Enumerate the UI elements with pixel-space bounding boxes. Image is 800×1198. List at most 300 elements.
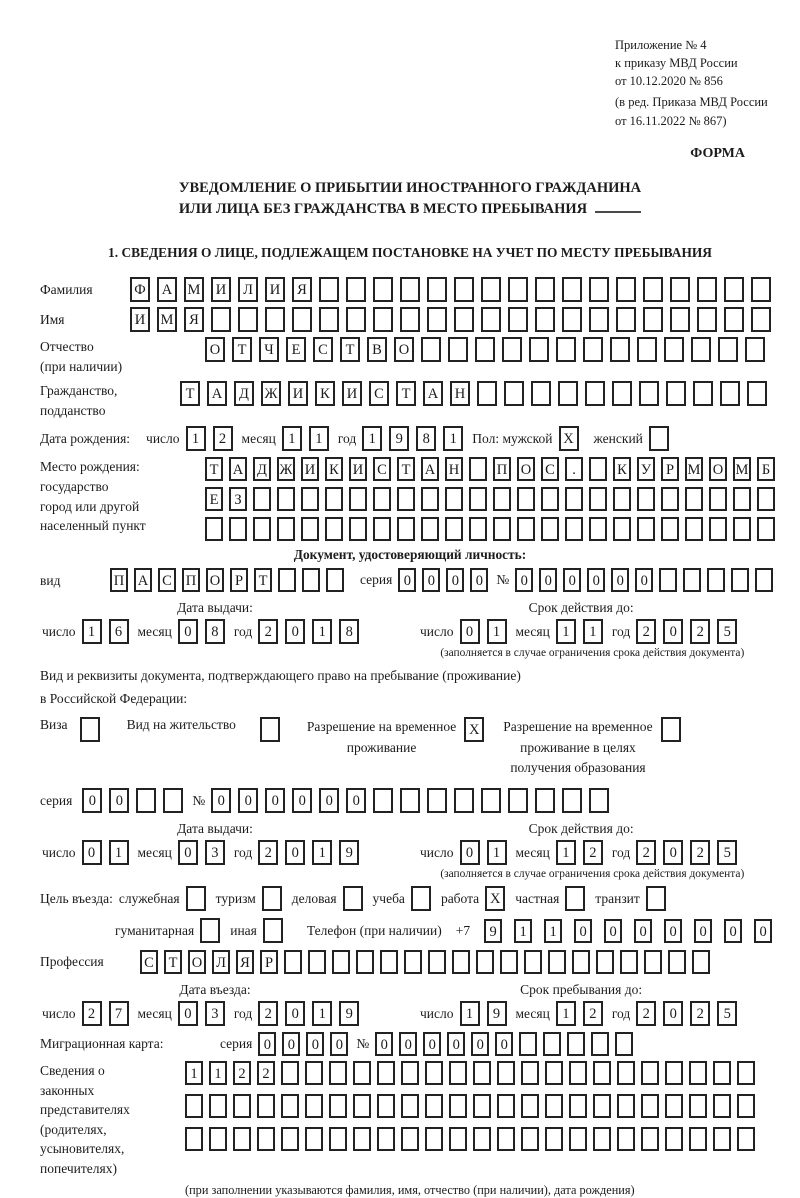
char-box-filled[interactable]: 0 — [604, 919, 622, 943]
char-box-empty[interactable] — [449, 1094, 467, 1118]
char-box-empty[interactable] — [709, 487, 727, 511]
char-box-filled[interactable]: . — [565, 457, 583, 481]
char-box-empty[interactable] — [305, 1094, 323, 1118]
char-box-filled[interactable]: 0 — [460, 840, 480, 865]
char-box-empty[interactable] — [445, 487, 463, 511]
char-box-filled[interactable]: 0 — [82, 788, 102, 813]
entry-month[interactable] — [178, 1001, 232, 1026]
residence-permit-checkbox[interactable] — [252, 717, 287, 742]
char-box-empty[interactable] — [265, 307, 285, 332]
char-box-empty[interactable] — [305, 1127, 323, 1151]
res-issue-day[interactable] — [82, 840, 136, 865]
char-box-empty[interactable] — [497, 1127, 515, 1151]
char-box-empty[interactable] — [343, 886, 363, 911]
char-box-empty[interactable] — [643, 277, 663, 302]
doc-valid-year[interactable] — [636, 619, 744, 644]
char-box-empty[interactable] — [589, 788, 609, 813]
char-box-filled[interactable]: 0 — [178, 619, 198, 644]
entry-day[interactable] — [82, 1001, 136, 1026]
char-box-filled[interactable]: Ч — [259, 337, 279, 362]
char-box-filled[interactable]: А — [134, 568, 152, 592]
representatives-input-row3[interactable] — [185, 1127, 761, 1151]
char-box-filled[interactable]: О — [517, 457, 535, 481]
char-box-filled[interactable]: Ж — [261, 381, 281, 406]
char-box-filled[interactable]: И — [301, 457, 319, 481]
char-box-filled[interactable]: К — [315, 381, 335, 406]
char-box-filled[interactable]: 2 — [213, 426, 233, 451]
doc-valid-day[interactable] — [460, 619, 514, 644]
char-box-empty[interactable] — [257, 1094, 275, 1118]
char-box-empty[interactable] — [445, 517, 463, 541]
char-box-empty[interactable] — [477, 381, 497, 406]
char-box-empty[interactable] — [229, 517, 247, 541]
char-box-empty[interactable] — [469, 457, 487, 481]
char-box-empty[interactable] — [565, 487, 583, 511]
res-number-input[interactable] — [211, 788, 616, 813]
char-box-filled[interactable]: 0 — [258, 1032, 276, 1056]
char-box-empty[interactable] — [454, 277, 474, 302]
char-box-filled[interactable]: 2 — [690, 619, 710, 644]
char-box-empty[interactable] — [411, 886, 431, 911]
char-box-empty[interactable] — [670, 277, 690, 302]
char-box-filled[interactable]: О — [188, 950, 206, 974]
phone-input[interactable] — [478, 919, 778, 943]
char-box-filled[interactable]: 0 — [470, 568, 488, 592]
char-box-empty[interactable] — [665, 1061, 683, 1085]
char-box-filled[interactable]: Л — [212, 950, 230, 974]
char-box-filled[interactable]: 1 — [209, 1061, 227, 1085]
char-box-filled[interactable]: 0 — [375, 1032, 393, 1056]
char-box-filled[interactable]: 1 — [109, 840, 129, 865]
char-box-empty[interactable] — [724, 307, 744, 332]
char-box-empty[interactable] — [301, 517, 319, 541]
char-box-empty[interactable] — [585, 381, 605, 406]
char-box-filled[interactable]: 0 — [663, 1001, 683, 1026]
char-box-empty[interactable] — [257, 1127, 275, 1151]
char-box-empty[interactable] — [373, 788, 393, 813]
doc-type-input[interactable] — [110, 568, 350, 592]
char-box-empty[interactable] — [281, 1127, 299, 1151]
char-box-filled[interactable]: 0 — [694, 919, 712, 943]
char-box-empty[interactable] — [685, 517, 703, 541]
char-box-filled[interactable]: 2 — [636, 619, 656, 644]
char-box-empty[interactable] — [565, 886, 585, 911]
char-box-empty[interactable] — [745, 337, 765, 362]
char-box-empty[interactable] — [692, 950, 710, 974]
char-box-empty[interactable] — [733, 487, 751, 511]
stay-day[interactable] — [460, 1001, 514, 1026]
char-box-filled[interactable]: 1 — [312, 840, 332, 865]
char-box-empty[interactable] — [421, 487, 439, 511]
doc-issue-year[interactable] — [258, 619, 366, 644]
char-box-filled[interactable]: 9 — [484, 919, 502, 943]
char-box-filled[interactable]: 2 — [690, 1001, 710, 1026]
char-box-filled[interactable]: И — [288, 381, 308, 406]
char-box-filled[interactable]: X — [559, 426, 579, 451]
char-box-empty[interactable] — [593, 1061, 611, 1085]
char-box-filled[interactable]: 2 — [583, 1001, 603, 1026]
doc-issue-day[interactable] — [82, 619, 136, 644]
char-box-filled[interactable]: 8 — [205, 619, 225, 644]
char-box-empty[interactable] — [643, 307, 663, 332]
char-box-filled[interactable]: 0 — [422, 568, 440, 592]
res-valid-year[interactable] — [636, 840, 744, 865]
char-box-empty[interactable] — [562, 307, 582, 332]
res-issue-month[interactable] — [178, 840, 232, 865]
purpose-study-checkbox[interactable] — [405, 886, 441, 911]
char-box-filled[interactable]: 1 — [583, 619, 603, 644]
char-box-empty[interactable] — [253, 487, 271, 511]
char-box-filled[interactable]: М — [184, 277, 204, 302]
char-box-filled[interactable]: О — [206, 568, 224, 592]
char-box-filled[interactable]: Д — [253, 457, 271, 481]
char-box-filled[interactable]: 9 — [339, 840, 359, 865]
char-box-empty[interactable] — [709, 517, 727, 541]
birthplace-input-row3[interactable] — [205, 517, 781, 541]
char-box-empty[interactable] — [713, 1094, 731, 1118]
char-box-empty[interactable] — [260, 717, 280, 742]
char-box-filled[interactable]: 9 — [389, 426, 409, 451]
char-box-empty[interactable] — [211, 307, 231, 332]
char-box-filled[interactable]: В — [367, 337, 387, 362]
char-box-empty[interactable] — [637, 337, 657, 362]
char-box-filled[interactable]: О — [394, 337, 414, 362]
char-box-empty[interactable] — [377, 1127, 395, 1151]
char-box-filled[interactable]: Т — [396, 381, 416, 406]
char-box-empty[interactable] — [325, 517, 343, 541]
char-box-filled[interactable]: И — [342, 381, 362, 406]
char-box-empty[interactable] — [262, 886, 282, 911]
char-box-empty[interactable] — [400, 277, 420, 302]
char-box-empty[interactable] — [661, 487, 679, 511]
char-box-empty[interactable] — [473, 1094, 491, 1118]
char-box-empty[interactable] — [565, 517, 583, 541]
birth-year-input[interactable] — [362, 426, 470, 451]
char-box-empty[interactable] — [469, 517, 487, 541]
char-box-empty[interactable] — [401, 1094, 419, 1118]
char-box-filled[interactable]: Я — [292, 277, 312, 302]
char-box-filled[interactable]: Т — [397, 457, 415, 481]
char-box-empty[interactable] — [641, 1061, 659, 1085]
char-box-filled[interactable]: 0 — [634, 919, 652, 943]
char-box-filled[interactable]: 0 — [574, 919, 592, 943]
char-box-filled[interactable]: Н — [445, 457, 463, 481]
char-box-filled[interactable]: 0 — [292, 788, 312, 813]
char-box-empty[interactable] — [558, 381, 578, 406]
char-box-filled[interactable]: Р — [661, 457, 679, 481]
char-box-empty[interactable] — [346, 307, 366, 332]
char-box-empty[interactable] — [666, 381, 686, 406]
char-box-empty[interactable] — [524, 950, 542, 974]
char-box-empty[interactable] — [541, 487, 559, 511]
char-box-empty[interactable] — [737, 1061, 755, 1085]
char-box-empty[interactable] — [620, 950, 638, 974]
char-box-empty[interactable] — [535, 307, 555, 332]
char-box-empty[interactable] — [329, 1094, 347, 1118]
char-box-empty[interactable] — [617, 1094, 635, 1118]
char-box-empty[interactable] — [689, 1094, 707, 1118]
char-box-filled[interactable]: Д — [234, 381, 254, 406]
temp-residence-education-checkbox[interactable] — [653, 717, 688, 742]
char-box-empty[interactable] — [649, 426, 669, 451]
char-box-filled[interactable]: 1 — [556, 840, 576, 865]
char-box-empty[interactable] — [400, 307, 420, 332]
char-box-filled[interactable]: 1 — [312, 619, 332, 644]
char-box-empty[interactable] — [589, 487, 607, 511]
char-box-empty[interactable] — [562, 277, 582, 302]
char-box-empty[interactable] — [325, 487, 343, 511]
char-box-filled[interactable]: 2 — [583, 840, 603, 865]
char-box-empty[interactable] — [661, 717, 681, 742]
char-box-filled[interactable]: Т — [180, 381, 200, 406]
char-box-empty[interactable] — [668, 950, 686, 974]
char-box-filled[interactable]: 1 — [514, 919, 532, 943]
char-box-empty[interactable] — [377, 1094, 395, 1118]
char-box-empty[interactable] — [353, 1061, 371, 1085]
char-box-empty[interactable] — [448, 337, 468, 362]
char-box-empty[interactable] — [541, 517, 559, 541]
char-box-empty[interactable] — [454, 788, 474, 813]
mig-series-input[interactable] — [258, 1032, 354, 1056]
char-box-filled[interactable]: С — [373, 457, 391, 481]
char-box-empty[interactable] — [452, 950, 470, 974]
purpose-other-checkbox[interactable] — [257, 918, 293, 943]
char-box-empty[interactable] — [535, 277, 555, 302]
char-box-empty[interactable] — [200, 918, 220, 943]
char-box-empty[interactable] — [591, 1032, 609, 1056]
char-box-filled[interactable]: 5 — [717, 619, 737, 644]
doc-series-input[interactable] — [398, 568, 494, 592]
sex-female-checkbox[interactable] — [649, 426, 676, 451]
char-box-empty[interactable] — [545, 1127, 563, 1151]
representatives-input-row1[interactable] — [185, 1061, 761, 1085]
char-box-empty[interactable] — [685, 487, 703, 511]
char-box-empty[interactable] — [521, 1094, 539, 1118]
char-box-empty[interactable] — [475, 337, 495, 362]
char-box-empty[interactable] — [278, 568, 296, 592]
char-box-empty[interactable] — [521, 1127, 539, 1151]
char-box-empty[interactable] — [567, 1032, 585, 1056]
surname-input[interactable] — [130, 277, 778, 302]
char-box-empty[interactable] — [427, 788, 447, 813]
char-box-empty[interactable] — [612, 381, 632, 406]
char-box-empty[interactable] — [697, 307, 717, 332]
char-box-empty[interactable] — [757, 487, 775, 511]
char-box-filled[interactable]: 0 — [664, 919, 682, 943]
char-box-empty[interactable] — [353, 1127, 371, 1151]
char-box-filled[interactable]: 0 — [178, 840, 198, 865]
char-box-filled[interactable]: А — [229, 457, 247, 481]
char-box-filled[interactable]: 0 — [82, 840, 102, 865]
char-box-filled[interactable]: 8 — [339, 619, 359, 644]
char-box-filled[interactable]: М — [157, 307, 177, 332]
char-box-empty[interactable] — [469, 487, 487, 511]
char-box-filled[interactable]: Т — [205, 457, 223, 481]
char-box-empty[interactable] — [637, 487, 655, 511]
char-box-empty[interactable] — [373, 277, 393, 302]
char-box-filled[interactable]: 0 — [306, 1032, 324, 1056]
char-box-empty[interactable] — [205, 517, 223, 541]
purpose-business-checkbox[interactable] — [337, 886, 373, 911]
char-box-empty[interactable] — [665, 1094, 683, 1118]
char-box-empty[interactable] — [481, 277, 501, 302]
char-box-empty[interactable] — [661, 517, 679, 541]
char-box-filled[interactable]: М — [685, 457, 703, 481]
char-box-filled[interactable]: 2 — [82, 1001, 102, 1026]
char-box-empty[interactable] — [425, 1094, 443, 1118]
char-box-empty[interactable] — [751, 307, 771, 332]
char-box-filled[interactable]: 0 — [399, 1032, 417, 1056]
char-box-empty[interactable] — [737, 1127, 755, 1151]
char-box-filled[interactable]: 0 — [515, 568, 533, 592]
birth-month-input[interactable] — [282, 426, 336, 451]
char-box-empty[interactable] — [689, 1061, 707, 1085]
char-box-empty[interactable] — [610, 337, 630, 362]
char-box-empty[interactable] — [613, 487, 631, 511]
citizenship-input[interactable] — [180, 381, 774, 406]
char-box-empty[interactable] — [616, 277, 636, 302]
char-box-empty[interactable] — [639, 381, 659, 406]
char-box-empty[interactable] — [589, 307, 609, 332]
char-box-filled[interactable]: А — [423, 381, 443, 406]
char-box-empty[interactable] — [508, 277, 528, 302]
char-box-empty[interactable] — [373, 487, 391, 511]
char-box-filled[interactable]: И — [211, 277, 231, 302]
char-box-empty[interactable] — [425, 1127, 443, 1151]
char-box-empty[interactable] — [757, 517, 775, 541]
char-box-empty[interactable] — [305, 1061, 323, 1085]
char-box-filled[interactable]: К — [325, 457, 343, 481]
char-box-empty[interactable] — [665, 1127, 683, 1151]
char-box-empty[interactable] — [493, 517, 511, 541]
char-box-filled[interactable]: 0 — [539, 568, 557, 592]
char-box-empty[interactable] — [543, 1032, 561, 1056]
char-box-empty[interactable] — [659, 568, 677, 592]
char-box-filled[interactable]: С — [541, 457, 559, 481]
char-box-empty[interactable] — [397, 487, 415, 511]
char-box-filled[interactable]: 1 — [544, 919, 562, 943]
char-box-empty[interactable] — [497, 1061, 515, 1085]
char-box-empty[interactable] — [596, 950, 614, 974]
stay-year[interactable] — [636, 1001, 744, 1026]
char-box-empty[interactable] — [562, 788, 582, 813]
char-box-empty[interactable] — [724, 277, 744, 302]
char-box-empty[interactable] — [637, 517, 655, 541]
char-box-empty[interactable] — [329, 1127, 347, 1151]
char-box-filled[interactable]: 2 — [258, 840, 278, 865]
char-box-filled[interactable]: А — [421, 457, 439, 481]
res-valid-month[interactable] — [556, 840, 610, 865]
char-box-filled[interactable]: О — [205, 337, 225, 362]
char-box-filled[interactable]: X — [485, 886, 505, 911]
char-box-filled[interactable]: Н — [450, 381, 470, 406]
char-box-empty[interactable] — [136, 788, 156, 813]
char-box-filled[interactable]: С — [369, 381, 389, 406]
char-box-empty[interactable] — [670, 307, 690, 332]
char-box-empty[interactable] — [281, 1061, 299, 1085]
char-box-filled[interactable]: 0 — [635, 568, 653, 592]
char-box-empty[interactable] — [473, 1061, 491, 1085]
char-box-filled[interactable]: 0 — [611, 568, 629, 592]
char-box-empty[interactable] — [476, 950, 494, 974]
char-box-empty[interactable] — [500, 950, 518, 974]
char-box-filled[interactable]: 0 — [663, 840, 683, 865]
char-box-empty[interactable] — [589, 457, 607, 481]
visa-checkbox[interactable] — [72, 717, 107, 742]
char-box-empty[interactable] — [593, 1094, 611, 1118]
char-box-filled[interactable]: Е — [205, 487, 223, 511]
char-box-empty[interactable] — [641, 1127, 659, 1151]
char-box-empty[interactable] — [233, 1127, 251, 1151]
char-box-empty[interactable] — [569, 1127, 587, 1151]
char-box-empty[interactable] — [373, 517, 391, 541]
char-box-filled[interactable]: А — [207, 381, 227, 406]
char-box-empty[interactable] — [481, 788, 501, 813]
birthplace-input-row2[interactable] — [205, 487, 781, 511]
char-box-empty[interactable] — [427, 307, 447, 332]
char-box-empty[interactable] — [508, 788, 528, 813]
char-box-empty[interactable] — [397, 517, 415, 541]
char-box-filled[interactable]: Ф — [130, 277, 150, 302]
char-box-empty[interactable] — [517, 517, 535, 541]
char-box-empty[interactable] — [186, 886, 206, 911]
char-box-empty[interactable] — [377, 1061, 395, 1085]
char-box-filled[interactable]: 9 — [487, 1001, 507, 1026]
char-box-filled[interactable]: 2 — [636, 840, 656, 865]
char-box-filled[interactable]: 2 — [257, 1061, 275, 1085]
char-box-filled[interactable]: П — [110, 568, 128, 592]
char-box-empty[interactable] — [697, 277, 717, 302]
char-box-empty[interactable] — [253, 517, 271, 541]
char-box-empty[interactable] — [263, 918, 283, 943]
char-box-filled[interactable]: 6 — [109, 619, 129, 644]
char-box-empty[interactable] — [572, 950, 590, 974]
char-box-filled[interactable]: П — [182, 568, 200, 592]
char-box-filled[interactable]: У — [637, 457, 655, 481]
char-box-filled[interactable]: 0 — [460, 619, 480, 644]
char-box-empty[interactable] — [733, 517, 751, 541]
char-box-empty[interactable] — [545, 1094, 563, 1118]
purpose-work-checkbox[interactable] — [479, 886, 515, 911]
purpose-private-checkbox[interactable] — [559, 886, 595, 911]
sex-male-checkbox[interactable] — [559, 426, 586, 451]
char-box-empty[interactable] — [421, 517, 439, 541]
char-box-empty[interactable] — [641, 1094, 659, 1118]
res-issue-year[interactable] — [258, 840, 366, 865]
char-box-filled[interactable]: Т — [232, 337, 252, 362]
char-box-empty[interactable] — [493, 487, 511, 511]
char-box-filled[interactable]: 1 — [460, 1001, 480, 1026]
char-box-empty[interactable] — [238, 307, 258, 332]
char-box-filled[interactable]: 1 — [362, 426, 382, 451]
char-box-empty[interactable] — [569, 1061, 587, 1085]
char-box-empty[interactable] — [427, 277, 447, 302]
char-box-filled[interactable]: М — [733, 457, 751, 481]
res-series-input[interactable] — [82, 788, 190, 813]
birth-day-input[interactable] — [186, 426, 240, 451]
char-box-filled[interactable]: 0 — [663, 619, 683, 644]
char-box-filled[interactable]: 1 — [556, 619, 576, 644]
profession-input[interactable] — [140, 950, 716, 974]
char-box-empty[interactable] — [428, 950, 446, 974]
doc-issue-month[interactable] — [178, 619, 232, 644]
char-box-empty[interactable] — [319, 307, 339, 332]
stay-month[interactable] — [556, 1001, 610, 1026]
char-box-filled[interactable]: П — [493, 457, 511, 481]
char-box-empty[interactable] — [583, 337, 603, 362]
char-box-filled[interactable]: 0 — [563, 568, 581, 592]
char-box-empty[interactable] — [664, 337, 684, 362]
